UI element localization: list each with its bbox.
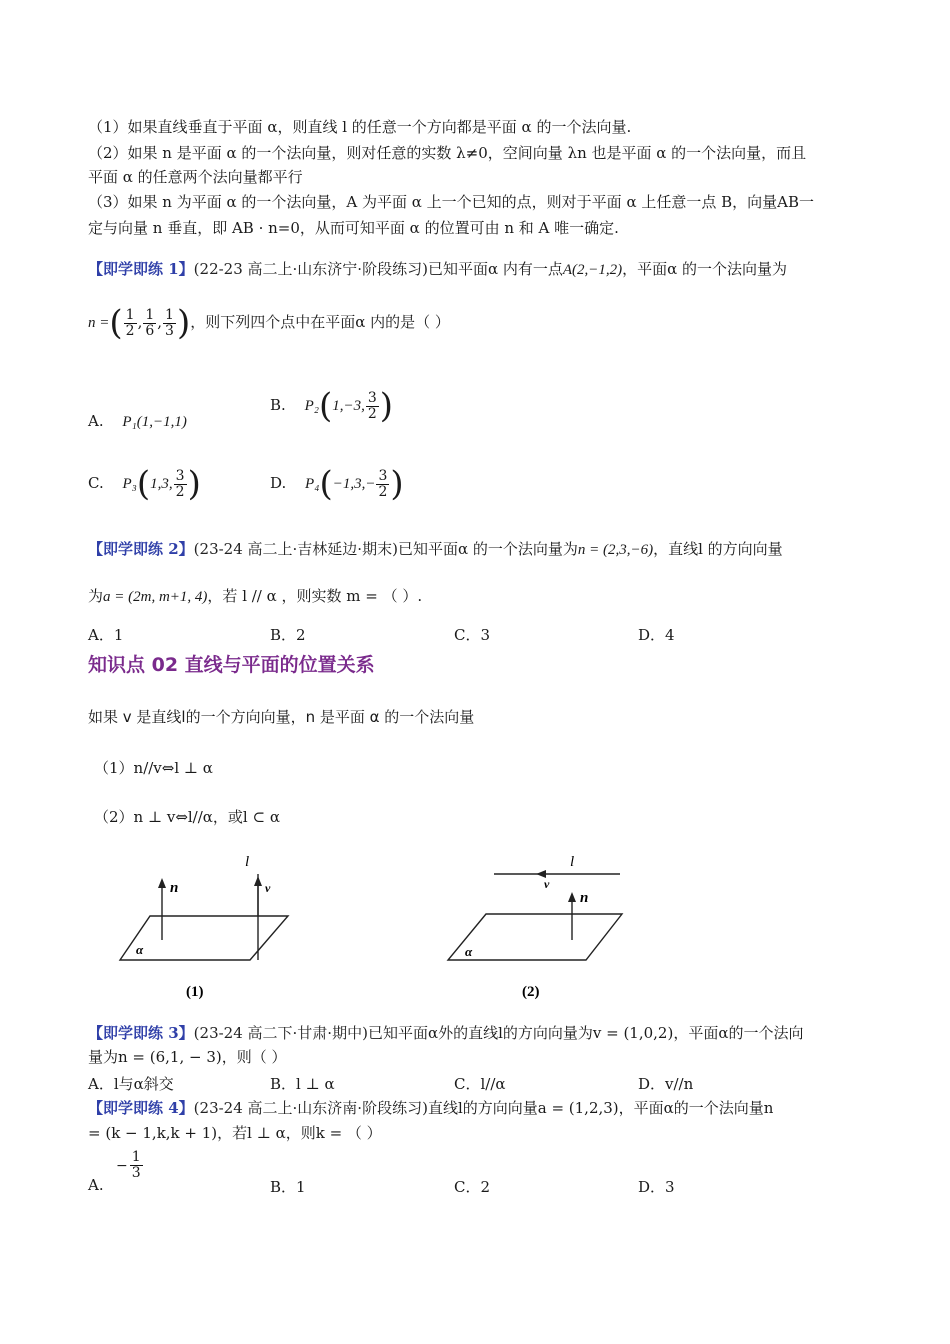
exercise-1-point: A(2,−1,2): [562, 262, 623, 278]
alpha-label-2: α: [465, 944, 473, 959]
exercise-1-option-d[interactable]: D. P₄(−1,3,− $\frac{3}{2}$ ): [270, 464, 404, 504]
exercise-4-option-d[interactable]: D．3: [638, 1178, 675, 1196]
exercise-1-text-1: 已知平面α 内有一点: [427, 260, 563, 278]
exercise-3-option-c[interactable]: C．l//α: [454, 1075, 506, 1093]
exercise-3-option-d[interactable]: D．v//n: [638, 1075, 694, 1093]
property-3-line-1: （3）如果 n 为平面 α 的一个法向量，A 为平面 α 上一个已知的点，则对于平面 α 上任意一点 B，向量AB一: [88, 193, 814, 211]
exercise-1-option-b[interactable]: B. P₂(1,−3, $\frac{3}{2}$ ): [270, 386, 394, 426]
rule-2: （2）n ⊥ v⇔l//α，或l ⊂ α: [94, 808, 280, 826]
v-label-2: v: [544, 877, 550, 891]
exercise-1-text-2: ，平面α 的一个法向量为: [622, 260, 788, 278]
property-2-line-2: 平面 α 的任意两个法向量都平行: [88, 168, 303, 186]
exercise-4-option-a[interactable]: A.: [88, 1176, 104, 1194]
figure-1: [120, 854, 288, 1000]
l-label-1: l: [245, 854, 250, 870]
exercise-2-stem-2: 为a = (2m, m+1, 4)，若 l // α ，则实数 m = （ ）.: [88, 587, 423, 605]
property-1: （1）如果直线垂直于平面 α，则直线 l 的任意一个方向都是平面 α 的一个法向量.: [88, 118, 632, 136]
figure-2: [448, 854, 622, 1000]
exercise-2-option-c[interactable]: C．3: [454, 626, 491, 644]
exercise-2-source: (23-24 高二上·吉林延边·期末): [193, 540, 398, 558]
property-2-line-1: （2）如果 n 是平面 α 的一个法向量，则对任意的实数 λ≠0，空间向量 λn 也是平面 α 的一个法向量，而且: [88, 144, 807, 162]
figure-2-caption: (2): [522, 984, 540, 1000]
exercise-4-stem: 【即学即练 4】(23-24 高二上·山东济南·阶段练习)直线l的方向向量a = (1,2,3)，平面α的一个法向量n: [88, 1099, 774, 1117]
figure-1-caption: (1): [186, 984, 204, 1000]
frac-1-2: $\frac{1}{2}$: [125, 306, 135, 339]
section-intro: 如果 v 是直线l的一个方向向量，n 是平面 α 的一个法向量: [88, 708, 475, 726]
exercise-2-tag: 【即学即练 2】: [88, 540, 194, 558]
alpha-label-1: α: [136, 942, 144, 957]
rule-1: （1）n//v⇔l ⊥ α: [94, 759, 213, 777]
exercise-1-tag: 【即学即练 1】: [88, 260, 194, 278]
l-label-2: l: [570, 854, 575, 870]
exercise-1-source: (22-23 高二上·山东济宁·阶段练习): [193, 260, 428, 278]
exercise-3-option-b[interactable]: B．l ⊥ α: [270, 1075, 335, 1093]
exercise-2-option-b[interactable]: B．2: [270, 626, 306, 644]
exercise-1-normal-line: n =( $\frac{1}{2}$ , $\frac{1}{6}$ , $\frac{1}{3}$ )，则下列四个点中在平面α 内的是（ ）: [88, 303, 450, 343]
exercise-1-option-a[interactable]: A. P₁(1,−1,1): [88, 412, 187, 430]
exercise-4-option-c[interactable]: C．2: [454, 1178, 491, 1196]
figures: [110, 848, 670, 1008]
frac-1-6: $\frac{1}{6}$: [145, 306, 155, 339]
n-label-2: n: [580, 890, 589, 906]
exercise-2-direction: a = (2m, m+1, 4): [103, 589, 208, 605]
exercise-3-stem: 【即学即练 3】(23-24 高二下·甘肃·期中)已知平面α外的直线l的方向向量为v = (1,0,2)，平面α的一个法向: [88, 1024, 804, 1042]
exercise-3-stem-2: 量为n = (6,1, − 3)，则（ ）: [88, 1048, 287, 1066]
plane-2: [448, 914, 622, 960]
property-3-line-2: 定与向量 n 垂直，即 AB · n=0，从而可知平面 α 的位置可由 n 和 A 唯一确定.: [88, 219, 619, 237]
frac-1-3: $\frac{1}{3}$: [165, 306, 174, 339]
exercise-4-option-a-fraction: − $\frac{1}{3}$: [116, 1149, 141, 1181]
exercise-2-stem: 【即学即练 2】(23-24 高二上·吉林延边·期末)已知平面α 的一个法向量为n = (2,3,−6)，直线l 的方向向量: [88, 540, 783, 558]
exercise-2-option-d[interactable]: D．4: [638, 626, 675, 644]
exercise-2-option-a[interactable]: A．1: [88, 626, 124, 644]
exercise-4-stem-2: = (k − 1,k,k + 1)，若l ⊥ α，则k = （ ）: [88, 1124, 382, 1142]
exercise-3-option-a[interactable]: A．l与α斜交: [88, 1075, 174, 1093]
plane-1: [120, 916, 288, 960]
exercise-1-option-c[interactable]: C. P₃(1,3, $\frac{3}{2}$ ): [88, 464, 201, 504]
section-heading: 知识点 02 直线与平面的位置关系: [88, 654, 375, 676]
v-label-1: v: [265, 881, 271, 895]
exercise-2-normal: n = (2,3,−6): [577, 542, 654, 558]
exercise-4-source: (23-24 高二上·山东济南·阶段练习): [193, 1099, 428, 1117]
exercise-1-text-3: ，则下列四个点中在平面α 内的是（ ）: [190, 313, 450, 331]
exercise-1-stem: [88, 258, 787, 281]
exercise-1-normal-lhs: n =: [88, 315, 110, 331]
n-label-1: n: [170, 880, 179, 896]
exercise-4-option-b[interactable]: B．1: [270, 1178, 306, 1196]
exercise-3-source: (23-24 高二下·甘肃·期中): [193, 1024, 368, 1042]
exercise-4-tag: 【即学即练 4】: [88, 1099, 194, 1117]
exercise-3-tag: 【即学即练 3】: [88, 1024, 194, 1042]
